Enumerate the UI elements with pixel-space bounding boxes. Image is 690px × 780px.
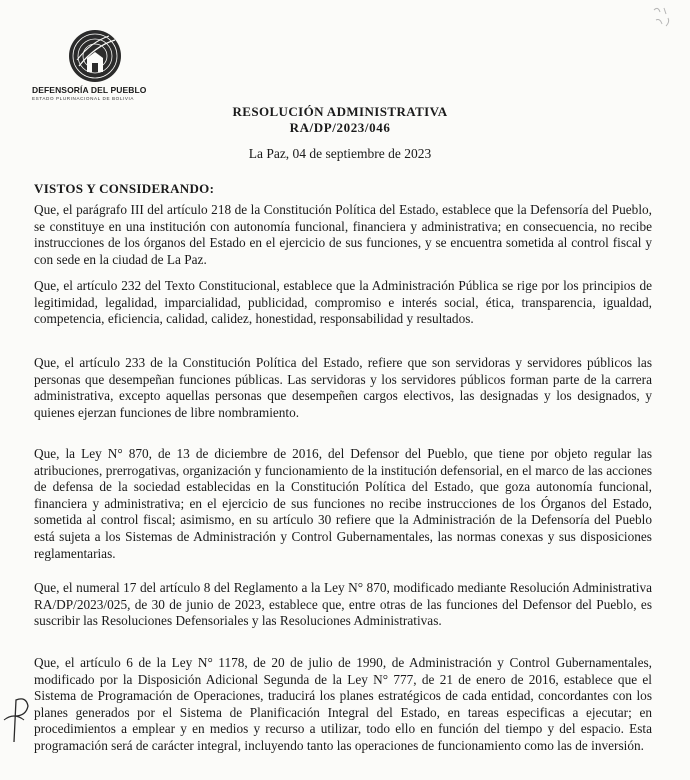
paragraph-2: Que, el artículo 232 del Texto Constitucional, establece que la Administración Pública se rige por los principios de legitimidad, legalidad, imparcialidad, publicidad, compromiso e interés social, ética, transparencia, igualdad, competencia, eficiencia, calidad, calidez, honestidad, responsabilidad y resultados.	[34, 278, 652, 327]
org-name: DEFENSORÍA DEL PUEBLO	[32, 85, 147, 95]
org-subtitle: ESTADO PLURINACIONAL DE BOLIVIA	[32, 96, 135, 101]
handwritten-corner-mark-icon	[650, 4, 676, 34]
letterhead	[30, 26, 160, 101]
handwritten-margin-mark-icon	[2, 694, 32, 744]
document-date: La Paz, 04 de septiembre de 2023	[248, 146, 432, 161]
paragraph-4: Que, la Ley N° 870, de 13 de diciembre de 2016, del Defensor del Pueblo, que tiene por objeto regular las atribuciones, prerrogativas, organización y funcionamiento de la institución defensorial, en el marco de las acciones de defensa de la sociedad establecidas en la Constitución Política del Estado, que goza autonomía funcional, financiera y administrativa; en el ejercicio de sus funciones no recibe instrucciones de los Órganos del Estado, sometida al control fiscal; asimismo, en su artículo 30 refiere que la Administración de la Defensoría del Pueblo está sujeta a los Sistemas de Administración y Control Gubernamentales, las normas conexas y sus disposiciones reglamentarias.	[34, 446, 652, 561]
defensoria-seal-icon	[65, 26, 125, 84]
section-heading: VISTOS Y CONSIDERANDO:	[34, 181, 215, 196]
title-block	[180, 104, 500, 136]
paragraph-5: Que, el numeral 17 del artículo 8 del Reglamento a la Ley N° 870, modificado mediante Resolución Administrativa RA/DP/2023/025, de 30 de junio de 2023, establece que, entre otras de las funciones del Defensor del Pueblo, es suscribir las Resoluciones Defensoriales y las Resoluciones Administrativas.	[34, 580, 652, 629]
paragraph-6: Que, el artículo 6 de la Ley N° 1178, de 20 de julio de 1990, de Administración y Control Gubernamentales, modificado por la Disposición Adicional Segunda de la Ley N° 777, de 21 de enero de 2016, establece que el Sistema de Programación de Operaciones, traducirá los planes estratégicos de cada entidad, concordantes con los planes generados por el Sistema de Planificación Integral del Estado, en tareas especificas a ejecutar; en procedimientos a emplear y en medios y recurso a utilizar, todo ello en función del tiempo y del espacio. Esta programación será de carácter integral, incluyendo tanto las operaciones de funcionamiento como las de inversión.	[34, 655, 652, 753]
document-title: RESOLUCIÓN ADMINISTRATIVA	[232, 104, 448, 119]
paragraph-1: Que, el parágrafo III del artículo 218 de la Constitución Política del Estado, establece que la Defensoría del Pueblo, se constituye en una institución con autonomía funcional, financiera y administrativa; en consecuencia, no recibe instrucciones de los órganos del Estado en el ejercicio de sus funciones, y se encuentra sometida al control fiscal y con sede en la ciudad de La Paz.	[34, 202, 652, 267]
paragraph-3: Que, el artículo 233 de la Constitución Política del Estado, refiere que son servidoras y servidores públicos las personas que desempeñan funciones públicas. Las servidoras y los servidores públicos forman parte de la carrera administrativa, excepto aquellas personas que desempeñen cargos electivos, las designadas y los designados, y quienes ejerzan funciones de libre nombramiento.	[34, 355, 652, 420]
document-number: RA/DP/2023/046	[289, 120, 391, 135]
